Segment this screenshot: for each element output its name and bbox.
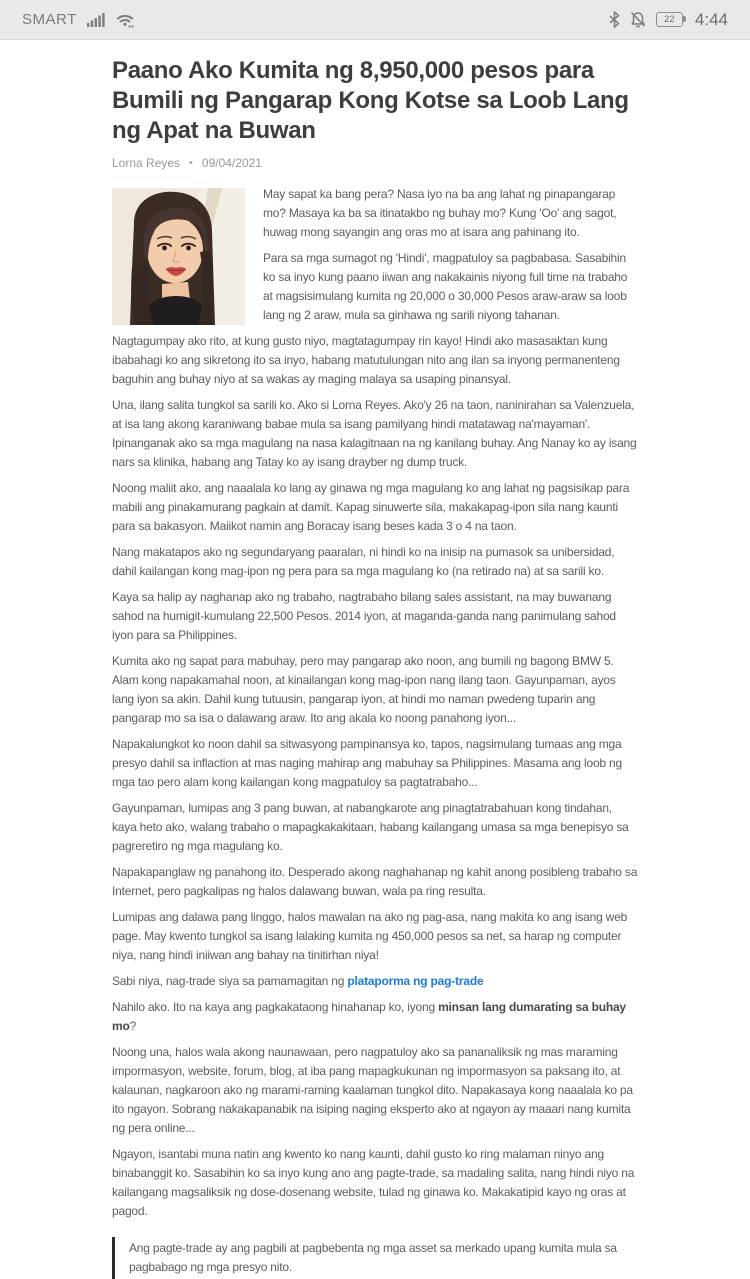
paragraph: Nagtagumpay ako rito, at kung gusto niyo, magtatagumpay rin kayo! Hindi ako masasaktan kung ibabahagi ko ang sikretong ito sa inyo, habang matutulungan nito ang ilan sa inyong permanenteng baguhin ang buhay niyo at sa wakas ay maging malaya sa usaping pinansyal. <box>112 334 620 386</box>
paragraph: Para sa mga sumagot ng 'Hindi', magpatuloy sa pagbabasa. Sasabihin ko sa inyo kung paano iiwan ang nakakainis niyong full time na trabaho at magsisimulang kumita ng 20,000 o 30,000 Pesos araw-araw sa loob lang ng 2 araw, mula sa ginhawa ng sarili niyong tahanan. <box>263 251 628 322</box>
link-prefix-text: Sabi niya, nag-trade siya sa pamamagitan ng <box>112 974 348 988</box>
page-title: Paano Ako Kumita ng 8,950,000 pesos para Bumili ng Pangarap Kong Kotse sa Loob Lang ng Apat na Buwan <box>112 57 629 144</box>
author-name: Lorna Reyes <box>112 156 181 170</box>
article-body <box>112 185 638 1279</box>
paragraph: Nang makatapos ako ng segundaryang paaralan, ni hindi ko na inisip na pumasok sa unibersidad, dahil kailangan kong mag-ipon ng pera para sa mga magulang ko (na retirado na) at sa sarili ko. <box>112 545 615 578</box>
article-page <box>0 56 750 1279</box>
paragraph-with-bold <box>112 998 638 1036</box>
byline <box>112 156 638 170</box>
battery-level: 22 <box>664 13 675 25</box>
paragraph: Noong maliit ako, ang naaalala ko lang ay ginawa ng mga magulang ko ang lahat ng pagsisikap para mabili ang pinakamurang pagkain at damit. Kapag sinuwerte sila, makakapag-ipon sila nang kaunti para sa bakasyon. Maiikot namin ang Boracay isang beses kada 3 o 4 na taon. <box>112 481 630 533</box>
signal-bars-icon <box>87 13 105 27</box>
byline-separator: • <box>189 157 193 169</box>
author-photo <box>112 188 245 325</box>
paragraph: Noong una, halos wala akong naunawaan, pero nagpatuloy ako sa pananaliksik ng mas maraming impormasyon, website, forum, blog, at iba pang mapagkukunan ng impormasyon sa paksang ito, at kalaunan, nagkaroon ako ng marami-raming kaalaman tungkol dito. Napakasaya kong naaalala ko pa ito ngayon. Sobrang nakakapanabik na isiping naging eksperto ako at ngayon ay maaari nang kumita ng pera online... <box>112 1045 633 1135</box>
battery-icon <box>656 12 683 27</box>
clipped-quote: Ang pagte-trade ay ang pagbili at pagbebenta ng mga asset sa merkado upang kumita mula sa pagbabago ng mga presyo nito. <box>112 1237 638 1279</box>
paragraph: Ngayon, isantabi muna natin ang kwento ko nang kaunti, dahil gusto ko ring malaman ninyo ang binabanggit ko. Sasabihin ko sa inyo kung ano ang pagte-trade, sa madaling salita, nang hindi niyo na kailangang magsaliksik ng dose-dosenang website, tulad ng ginawa ko. Makakatipid kayo ng oras at pagod. <box>112 1147 635 1218</box>
trading-platform-link[interactable]: plataporma ng pag-trade <box>347 974 484 988</box>
emphasized-text: minsan lang dumarating sa buhay mo <box>112 1000 626 1033</box>
wifi-icon <box>115 12 135 28</box>
question-suffix-text: ? <box>129 1019 137 1033</box>
bluetooth-icon <box>609 11 620 28</box>
status-bar <box>0 0 750 40</box>
paragraph: Napakalungkot ko noon dahil sa sitwasyong pampinansya ko, tapos, nagsimulang tumaas ang mga presyo dahil sa inflaction at mas naging mahirap ang mabuhay sa Philippines. Masama ang loob ng mga tao pero alam kong kailangan kong magpatuloy sa pagtatrabaho... <box>112 737 622 789</box>
notifications-off-icon <box>630 11 646 28</box>
paragraph: Gayunpaman, lumipas ang 3 pang buwan, at nabangkarote ang pinagtatrabahuan kong tindahan, kaya heto ako, walang trabaho o mapagkakakitaan, habang kailangang umasa sa mga benepisyo sa pagreretiro ng mga magulang ko. <box>112 801 629 853</box>
paragraph: May sapat ka bang pera? Nasa iyo na ba ang lahat ng pinapangarap mo? Masaya ka ba sa itinatakbo ng buhay mo? Kung 'Oo' ang sagot, huwag mong sayangin ang oras mo at isara ang pahinang ito. <box>263 187 617 239</box>
paragraph: Kumita ako ng sapat para mabuhay, pero may pangarap ako noon, ang bumili ng bagong BMW 5. Alam kong napakamahal noon, at kinailangan kong mag-ipon nang ilang taon. Gayunpaman, ayos lang iyon sa akin. Dahil kung tutuusin, pangarap iyon, at hindi mo naman pwedeng tuparin ang pangarap mo sa isa o dalawang araw. Ito ang akala ko noong panahong iyon... <box>112 654 616 725</box>
paragraph: Una, ilang salita tungkol sa sarili ko. Ako si Lorna Reyes. Ako'y 26 na taon, naninirahan sa Valenzuela, at isa lang akong karaniwang babae mula sa isang pamilyang hindi matatawag na'mayaman'. Ipinanganak ako sa mga magulang na nasa kalagitnaan na ng kanilang buhay. Ang Nanay ko ay isang nars sa klinika, habang ang Tatay ko ay isang drayber ng dump truck. <box>112 398 637 469</box>
carrier-label: SMART <box>22 11 77 28</box>
question-prefix-text: Nahilo ako. Ito na kaya ang pagkakataong hinahanap ko, iyong <box>112 1000 439 1014</box>
paragraph: Napakapanglaw ng panahong ito. Desperado akong naghahanap ng kahit anong posibleng trabaho sa Internet, pero pagkalipas ng halos dalawang buwan, wala pa ring resulta. <box>112 865 638 898</box>
paragraph-with-link <box>112 972 638 991</box>
clock-time: 4:44 <box>694 9 728 29</box>
paragraph: Lumipas ang dalawa pang linggo, halos mawalan na ako ng pag-asa, nang makita ko ang isang web page. May kwento tungkol sa isang lalaking kumita ng 450,000 pesos sa net, sa harap ng computer niya, nang hindi iniiwan ang bahay na tinitirhan niya! <box>112 910 628 962</box>
publish-date: 09/04/2021 <box>201 156 262 170</box>
paragraph: Kaya sa halip ay naghanap ako ng trabaho, nagtrabaho bilang sales assistant, na may buwanang sahod na humigit-kumulang 22,500 Pesos. 2014 iyon, at maganda-ganda nang panimulang sahod iyon para sa Philippines. <box>112 590 616 642</box>
